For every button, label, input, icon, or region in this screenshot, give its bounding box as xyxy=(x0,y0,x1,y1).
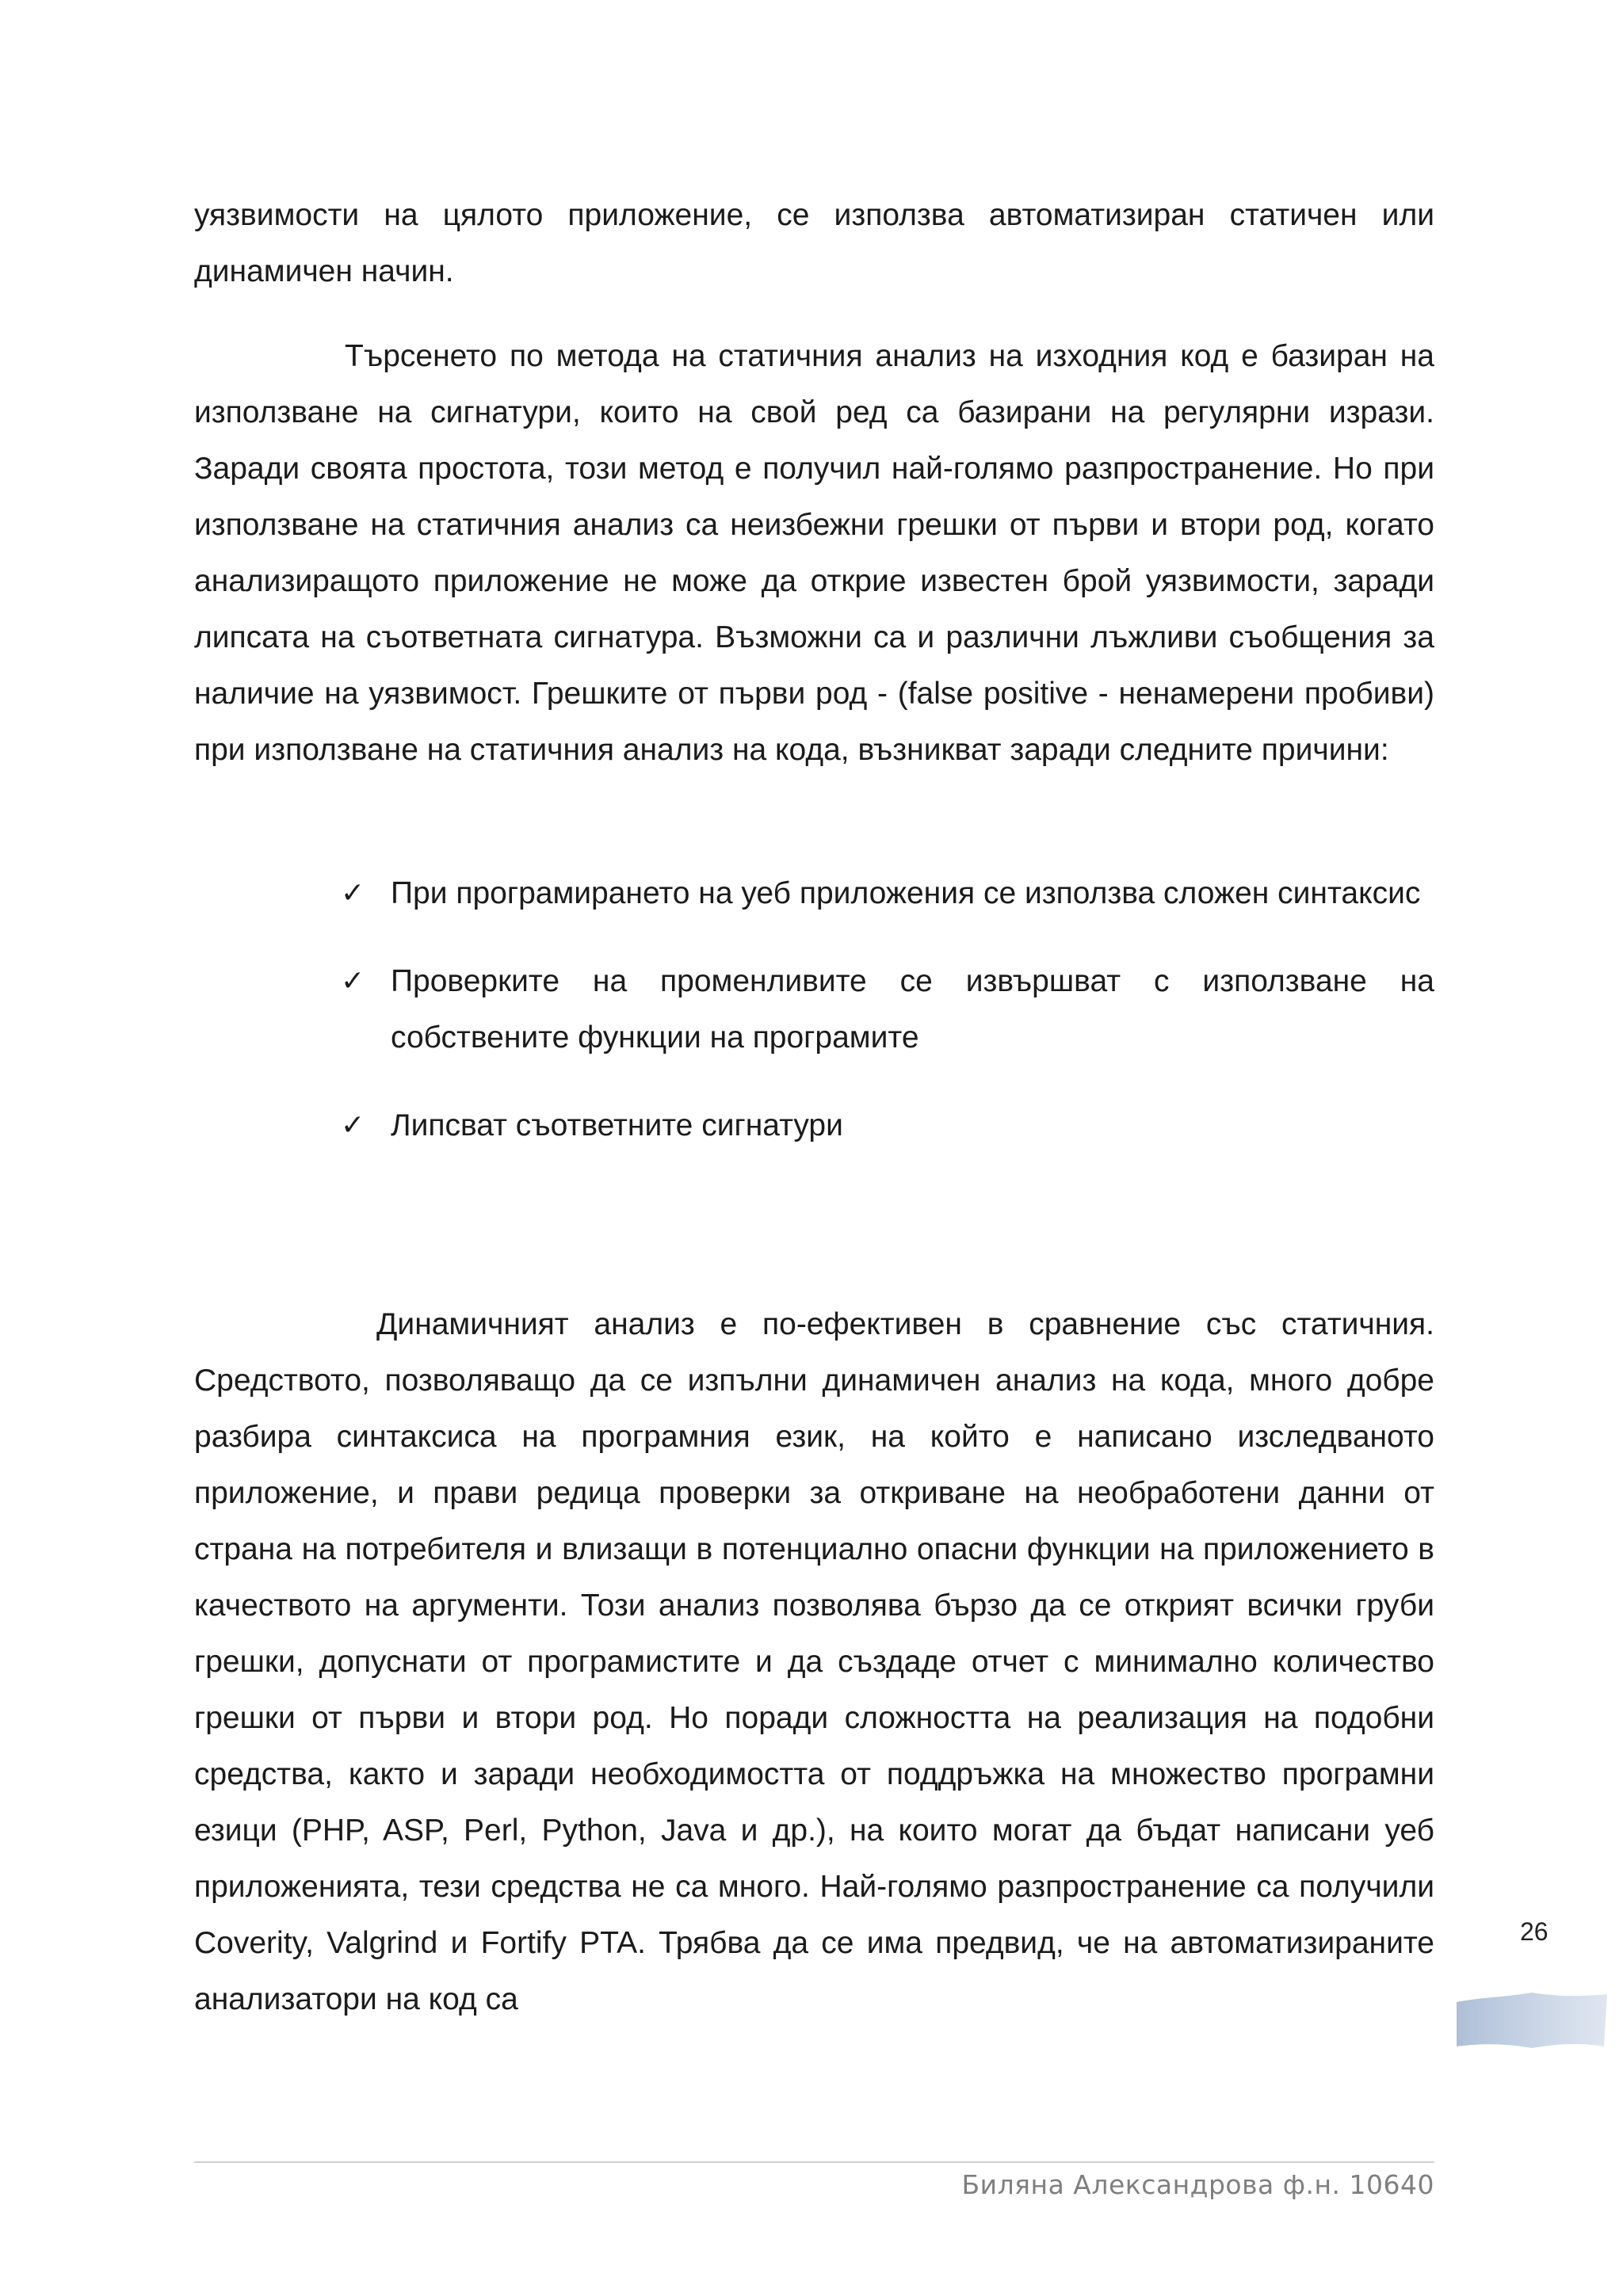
footer-author: Биляна Александрова ф.н. 10640 xyxy=(961,2169,1434,2200)
bullet-item xyxy=(341,1097,1434,1154)
bullet-text: Проверките на променливите се извършват с използване на собствените функции на програмите xyxy=(391,964,1434,1055)
bullet-item xyxy=(341,953,1434,1066)
bullet-text: Липсват съответните сигнатури xyxy=(391,1108,843,1142)
checkmark-icon: ✓ xyxy=(341,877,365,910)
checkmark-icon: ✓ xyxy=(341,965,365,997)
paragraph-dynamic-analysis: Динамичният анализ е по-ефективен в сравнение със статичния. Средството, позволяващо да се изпълни динамичен анализ на кода, много добре разбира синтаксиса на програмния език, на който е написано изследваното приложение, и прави редица проверки за откриване на необработени данни от страна на потребителя и влизащи в потенциално опасни функции на приложението в качеството на аргументи. Този анализ позволява бързо да се открият всички груби грешки, допуснати от програмистите и да създаде отчет с минимално количество грешки от първи и втори род. Но поради сложността на реализация на подобни средства, както и заради необходимостта от поддръжка на множество програмни езици (PHP, ASP, Perl, Python, Java и др.), на които могат да бъдат написани уеб приложенията, тези средства не са много. Най-голямо разпространение са получили Coverity, Valgrind и Fortify PTA. Трябва да се има предвид, че на автоматизираните анализатори на код са xyxy=(194,1307,1434,2016)
footer-divider xyxy=(194,2161,1434,2163)
paragraph-intro: уязвимости на цялото приложение, се използва автоматизиран статичен или динамичен начин. xyxy=(194,198,1434,288)
bullet-item xyxy=(341,865,1434,921)
paragraph-static-analysis: Търсенето по метода на статичния анализ на изходния код е базиран на използване на сигнатури, които на свой ред са базирани на регулярни изрази. Заради своята простота, този метод е получил най-голямо разпространение. Но при използване на статичния анализ са неизбежни грешки от първи и втори род, когато анализиращото приложение не може да открие известен брой уязвимости, заради липсата на съответната сигнатура. Възможни са и различни лъжливи съобщения за наличие на уязвимост. Грешките от първи род - (false positive - ненамерени пробиви) при използване на статичния анализ на кода, възникват заради следните причини: xyxy=(194,339,1434,767)
page-tab-decoration xyxy=(1457,1993,1607,2048)
page-number: 26 xyxy=(1520,1917,1549,1946)
bullet-list xyxy=(341,865,1434,1185)
bullet-text: При програмирането на уеб приложения се използва сложен синтаксис xyxy=(391,876,1421,910)
checkmark-icon: ✓ xyxy=(341,1109,365,1142)
